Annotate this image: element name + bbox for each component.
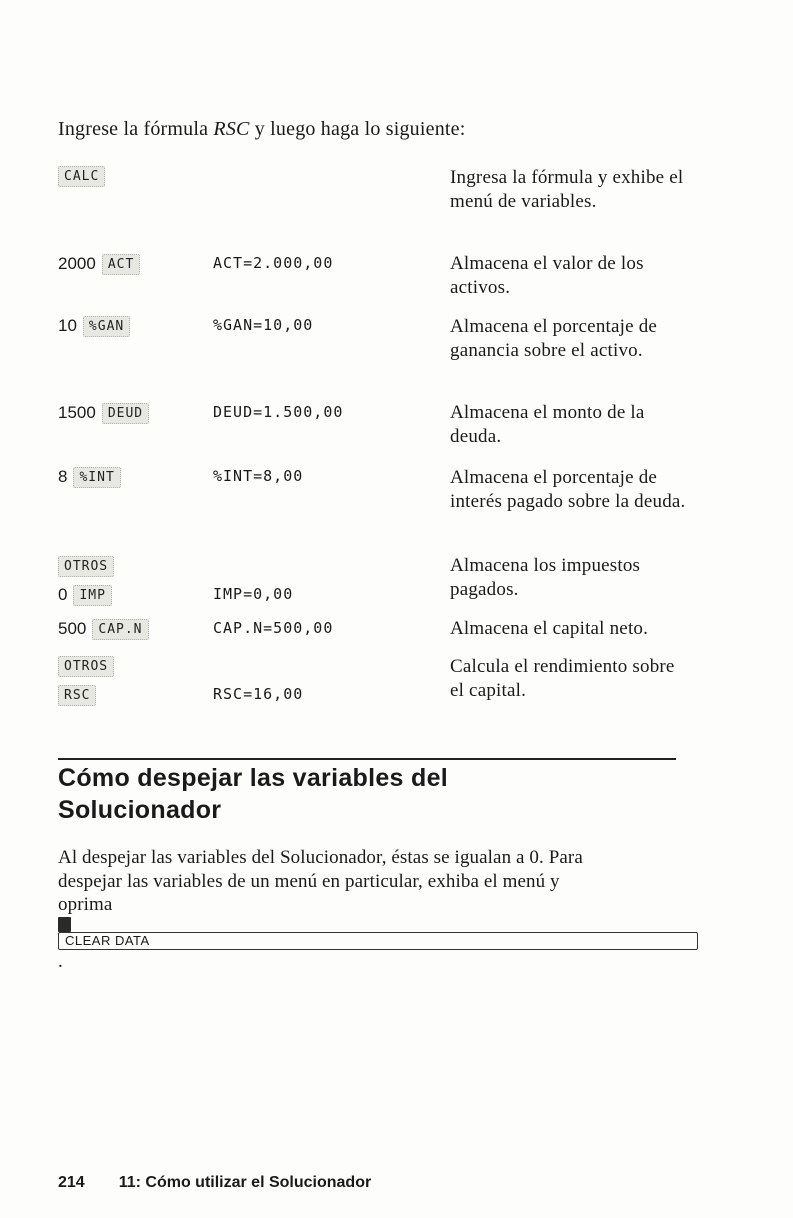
page-footer — [58, 1174, 371, 1192]
menu-key-rsc[interactable]: RSC — [58, 685, 96, 706]
step-display: DEUD=1.500,00 — [213, 403, 344, 421]
step-keys — [58, 462, 121, 491]
step-keys — [58, 249, 140, 278]
menu-key-imp[interactable]: IMP — [73, 585, 111, 606]
section-heading-line-1: Cómo despejar las variables del — [58, 764, 449, 792]
step-display: CAP.N=500,00 — [213, 619, 334, 637]
paragraph-line-2: despejar las variables de un menú en particular, exhiba el menú y — [58, 870, 560, 892]
step-description: Almacena el porcentaje de ganancia sobre el activo. — [450, 316, 658, 361]
section-heading-line-2: Solucionador — [58, 796, 222, 824]
menu-key-deud[interactable]: DEUD — [102, 403, 149, 424]
step-description: Almacena el valor de los activos. — [450, 253, 644, 298]
step-number: 10 — [58, 316, 77, 335]
intro-sentence — [58, 118, 466, 141]
step-keys — [58, 398, 149, 427]
step-keys — [58, 614, 149, 643]
paragraph-line-3 — [58, 893, 698, 973]
step-description: Ingresa la fórmula y exhibe el menú de variables. — [450, 167, 684, 212]
step-number: 8 — [58, 467, 68, 486]
chapter-title: 11: Cómo utilizar el Solucionador — [118, 1174, 372, 1191]
intro-text-after: y luego haga lo siguiente: — [249, 118, 466, 140]
paragraph-line-3-text: oprima — [58, 894, 113, 915]
step-description: Calcula el rendimiento sobre el capital. — [450, 656, 675, 701]
step-display: IMP=0,00 — [213, 585, 294, 603]
paragraph-line-1: Al despejar las variables del Solucionador, éstas se igualan a 0. Para — [58, 847, 583, 868]
menu-key-gan[interactable]: %GAN — [83, 316, 130, 337]
menu-key-otros[interactable]: OTROS — [58, 656, 114, 677]
section-divider — [58, 758, 676, 760]
step-keys — [58, 551, 114, 609]
step-description: Almacena el capital neto. — [450, 618, 649, 639]
clear-data-key[interactable]: CLEAR DATA — [58, 932, 698, 950]
step-number: 500 — [58, 619, 87, 638]
menu-key-int[interactable]: %INT — [73, 467, 120, 488]
step-display: %INT=8,00 — [213, 467, 304, 485]
step-keys — [58, 161, 105, 190]
menu-key-otros[interactable]: OTROS — [58, 556, 114, 577]
paragraph-line-3-end: . — [58, 950, 63, 972]
shift-key-icon — [58, 917, 71, 932]
step-keys — [58, 651, 114, 709]
step-description: Almacena los impuestos pagados. — [450, 555, 641, 600]
step-description: Almacena el monto de la deuda. — [450, 402, 645, 447]
step-display: %GAN=10,00 — [213, 316, 314, 334]
step-display: RSC=16,00 — [213, 685, 304, 703]
section-heading — [58, 762, 448, 826]
step-number: 0 — [58, 585, 68, 604]
page-number: 214 — [58, 1174, 85, 1191]
step-description: Almacena el porcentaje de interés pagado sobre la deuda. — [450, 467, 686, 512]
section-paragraph — [58, 846, 698, 973]
menu-key-act[interactable]: ACT — [102, 254, 140, 275]
step-keys — [58, 311, 130, 340]
step-number: 1500 — [58, 403, 96, 422]
formula-name: RSC — [213, 118, 250, 140]
menu-key-calc[interactable]: CALC — [58, 166, 105, 187]
intro-text-before: Ingrese la fórmula — [58, 118, 214, 140]
step-display: ACT=2.000,00 — [213, 254, 334, 272]
menu-key-capn[interactable]: CAP.N — [92, 619, 148, 640]
step-number: 2000 — [58, 254, 96, 273]
